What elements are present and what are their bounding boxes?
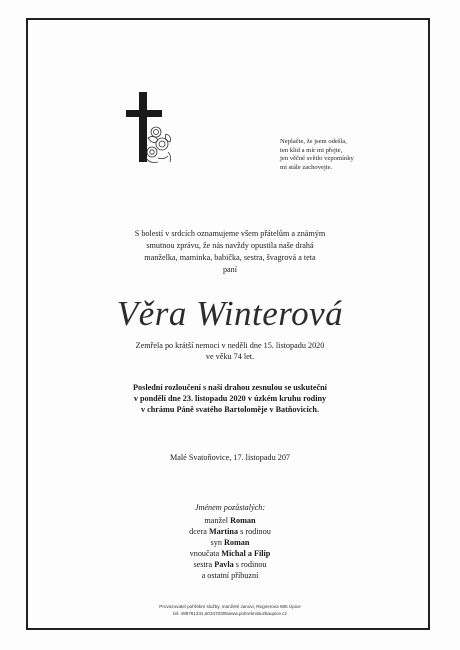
relation-suffix: s rodinou [238,527,271,536]
poem-line: mi stále zachovejte. [280,163,333,171]
announcement-line: manželka, maminka, babička, sestra, švagrová a teta [144,253,316,262]
relation-label: sestra [193,560,215,569]
relation-label: dcera [189,527,209,536]
mourner-name: Michal a Filip [221,549,271,558]
mourner-son [130,537,330,548]
announcement-text [110,228,350,276]
relation-label: manžel [204,516,231,525]
place-and-date: Malé Svatoňovice, 17. listopadu 207 [169,453,291,462]
relation-label: syn [210,538,224,547]
mourner-husband [130,515,330,526]
funeral-service-footer [110,603,350,617]
farewell-line: Poslední rozloučení s naší drahou zesnulou se uskuteční [133,383,327,392]
footer-line: tel. 499781331,603470305www.pohrebnisluzbaupice.cz [173,611,287,616]
mourner-name: Martina [208,527,239,536]
farewell-line: v pondělí dne 23. listopadu 2020 v úzkém kruhu rodiny [133,394,327,403]
mourner-name: Pavla [214,560,234,569]
poem-line: ten klid a mír mi přejte, [280,146,343,154]
mourner-grandchildren [130,548,330,559]
mourner-sister [130,559,330,570]
mourners-heading: Jménem pozůstalých: [194,503,266,512]
announcement-line: smutnou zprávu, že nás navždy opustila naše drahá [146,241,314,250]
mourner-others: a ostatní příbuzní [201,571,259,580]
mourners-list [130,502,330,581]
farewell-line: v chrámu Páně svatého Bartoloměje v Batňovicích. [140,405,320,414]
relation-suffix: s rodinou [233,560,267,569]
mourner-name: Roman [230,516,256,525]
footer-line: Provozovatel pohřební služby, manželé Janovi, Regnerova 685 Úpice [159,604,301,609]
announcement-line: paní [222,265,238,274]
cross-with-roses-icon [122,92,182,172]
announcement-line: S bolestí v srdcích oznamujeme všem přátelům a známým [134,229,326,238]
poem [280,138,400,172]
relation-label: vnoučata [189,549,222,558]
poem-line: Neplačte, že jsem odešla, [280,138,347,145]
death-notice [110,340,350,362]
death-notice-line: Zemřela po krátší nemoci v neděli dne 15. listopadu 2020 [135,341,325,350]
farewell-notice [100,382,360,415]
mourner-daughter [130,526,330,537]
death-notice-line: ve věku 74 let. [205,352,255,361]
mourner-name: Roman [223,538,250,547]
deceased-name: Věra Winterová [116,294,344,333]
poem-line: jen věčné světlo vzpomínky [280,155,354,163]
